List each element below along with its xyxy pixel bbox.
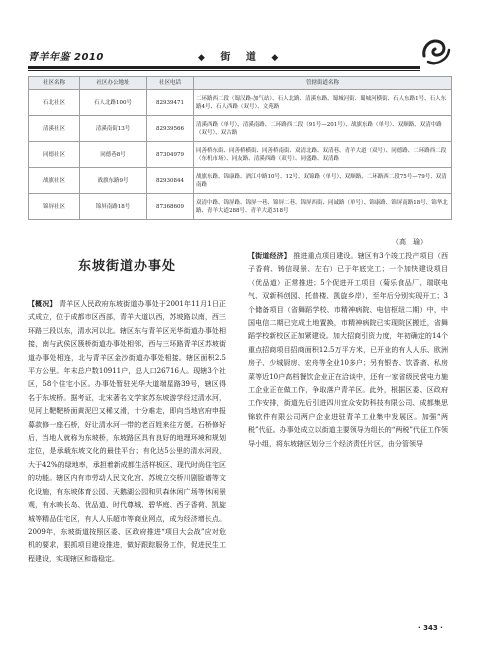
swirl-logo-icon bbox=[418, 34, 452, 68]
table-row bbox=[29, 90, 452, 116]
cell-phone: 82939471 bbox=[147, 90, 194, 116]
table-row bbox=[29, 142, 452, 168]
section-title bbox=[198, 48, 284, 63]
left-column bbox=[28, 298, 226, 566]
cell-streets: 清溪西路（单号）、清溪南路、二环路西二段（91号—201号）、战旗东路（单号）、双顺路、双清中路（双号）、双古路 bbox=[194, 116, 452, 142]
cell-community-name: 锦屏社区 bbox=[29, 194, 80, 220]
cell-community-name: 战旗社区 bbox=[29, 168, 80, 194]
cell-address: 石人北路100号 bbox=[80, 90, 147, 116]
cell-streets: 战旗东路、锦康路、酒江中路10号、12号、双锦路（单号）、双顺路、二环路西二段75号—79号、双清南路 bbox=[194, 168, 452, 194]
table-header-row bbox=[29, 77, 452, 90]
table-row bbox=[29, 194, 452, 220]
col-header-phone: 社区电话 bbox=[147, 77, 194, 90]
overview-paragraph bbox=[28, 298, 226, 566]
cell-phone: 82939566 bbox=[147, 116, 194, 142]
cell-streets: 二环路西二段（蜀汉路-加气站）、石人北路、清溪东路、蜀城河街、蜀城河横街、石人东路1号、石人东路4号、石人西路（双号）、文苑路 bbox=[194, 90, 452, 116]
page-number: · 343 · bbox=[418, 624, 443, 632]
table-caption-author: （高 瑜） bbox=[392, 238, 427, 246]
article-title: 东坡街道办事处 bbox=[77, 259, 176, 274]
overview-text: 青羊区人民政府东坡街道办事处于2001年11月1日正式成立，位于成都市区西部，青羊大道以西，苏坡路以南，西三环路三段以东，清水河以北。辖区东与青羊区光华街道办事处相接，南与武侯区簇桥街道办事处相邻，西与三环路青羊区苏坡街道办事处相连，北与青羊区金沙街道办事处相接。辖区面积2.5平方公里。年末总户数10911户，总人口26716人。现辖3个社区，58个住宅小区。办事处暂驻光华大道端星路39号，辖区得名于东坡桥。据考证，北宋著名文学家苏东坡游学经过清水河，见河上靶靶桥面黄泥巴又稀又滑，十分难走，即向当地官府申报募款修一座石桥，好让清水河一带的老百姓来往方便。石桥修好后，当地人就称为东坡桥，东坡路区具有良好的地理环境和规划定位，是承载东坡文化的最佳平台；有化达5公里的清水河段，大于42%的绿地率，承担着新成都生活样板区、现代时尚住宅区的功能。辖区内有市劳动人民文化宫、苏坡立交桥川剧脸谱等文化设施，有东坡体育公园、天鹅湖公园和贝森休闲广场等休闲景观，有水映长岛、优品道、时代尊城、碧华庭、西子香荷、凯旋城等精品住宅区，有人人乐超市等商业网点，成为经济增长点。2009年，东坡街道按照区委、区政府推进“项目大会战”应对危机的要求，狠抓项目建设推进，做好跟踪服务工作，促进民生工程建设，实现辖区和谐稳定。 bbox=[28, 300, 227, 563]
cell-community-name: 清溪社区 bbox=[29, 116, 80, 142]
diamond-icon: ◆ bbox=[271, 53, 285, 63]
community-table bbox=[28, 76, 452, 220]
header-rule-thin bbox=[28, 70, 420, 71]
cell-community-name: 同德社区 bbox=[29, 142, 80, 168]
diamond-icon: ◆ bbox=[198, 53, 211, 63]
table-row bbox=[29, 168, 452, 194]
header-rule bbox=[28, 66, 420, 69]
economy-text: 推进重点项目建设。辖区有3个竣工投产项目（西子香荷、铸信现景、左右）已于年底完工；一个加快建设项目（优品道）正常推进；5个促进开工项目（菊乐食品厂、瑞联电气、双新科创园、托普楼、凯旋乡岸），至年后分别实现开工；3个储备项目（省舞蹈学校、市精神病院、电信枢纽二期）中，中国电信二期已完成土地置换，市精神病院已实现院区搬迁，省舞蹈学校新校区正加紧建设。加大招商引资力度，年初确定的14个重点招商项目招商面积12.5万平方米，已开业的有人人乐、欧洲房子、少城厨房、宏舟等全业10多户；另有银杏、饮香斋、私房菜等近10户高档餐饮企业正在洽谈中，还有一家省级民营电力施工企业正在做工作，争取落户青羊区。此外，根据区委、区政府工作安排，街道先后引进四川宜众安防科技有限公司、成都集思锦软件有限公司两户企业进驻青羊工业集中发展区。加强“两税”代征。办事处成立以街道主要领导为组长的“两税”代征工作领导小组，将东坡辖区划分三个经济责任片区，由分管领导 bbox=[248, 252, 449, 448]
section-label: 街 道 bbox=[220, 52, 262, 63]
economy-heading: 【街道经济】 bbox=[248, 252, 291, 260]
overview-heading: 【概况】 bbox=[28, 300, 57, 308]
col-header-name: 社区名称 bbox=[29, 77, 80, 90]
economy-paragraph bbox=[248, 250, 448, 451]
cell-community-name: 石北社区 bbox=[29, 90, 80, 116]
cell-streets: 同善桥东街、同善桥横街、同善桥南街、双清北路、双清巷、青羊大道（双号）、同德路、二环路西二段（东机市场）、同友路、清溪西路（双号）、同盛路、双清路 bbox=[194, 142, 452, 168]
cell-streets: 双清中路、锦屏路、锦屏一巷、锦屏二巷、锦屏西街、同诚路（单号）、锦康路、锦屏南路18号、锦华北路、青羊大道288号、青羊大道318号 bbox=[194, 194, 452, 220]
cell-address: 锦屏南路18号 bbox=[80, 194, 147, 220]
col-header-streets: 管辖街道名称 bbox=[194, 77, 452, 90]
col-header-address: 社区办公地址 bbox=[80, 77, 147, 90]
cell-phone: 87368609 bbox=[147, 194, 194, 220]
cell-address: 战旗东路9号 bbox=[80, 168, 147, 194]
table-row bbox=[29, 116, 452, 142]
cell-address: 清溪南街13号 bbox=[80, 116, 147, 142]
cell-phone: 87304979 bbox=[147, 142, 194, 168]
cell-phone: 82930844 bbox=[147, 168, 194, 194]
cell-address: 同德巷8号 bbox=[80, 142, 147, 168]
right-column bbox=[248, 250, 448, 451]
book-title: 青羊年鉴 2010 bbox=[28, 52, 104, 63]
